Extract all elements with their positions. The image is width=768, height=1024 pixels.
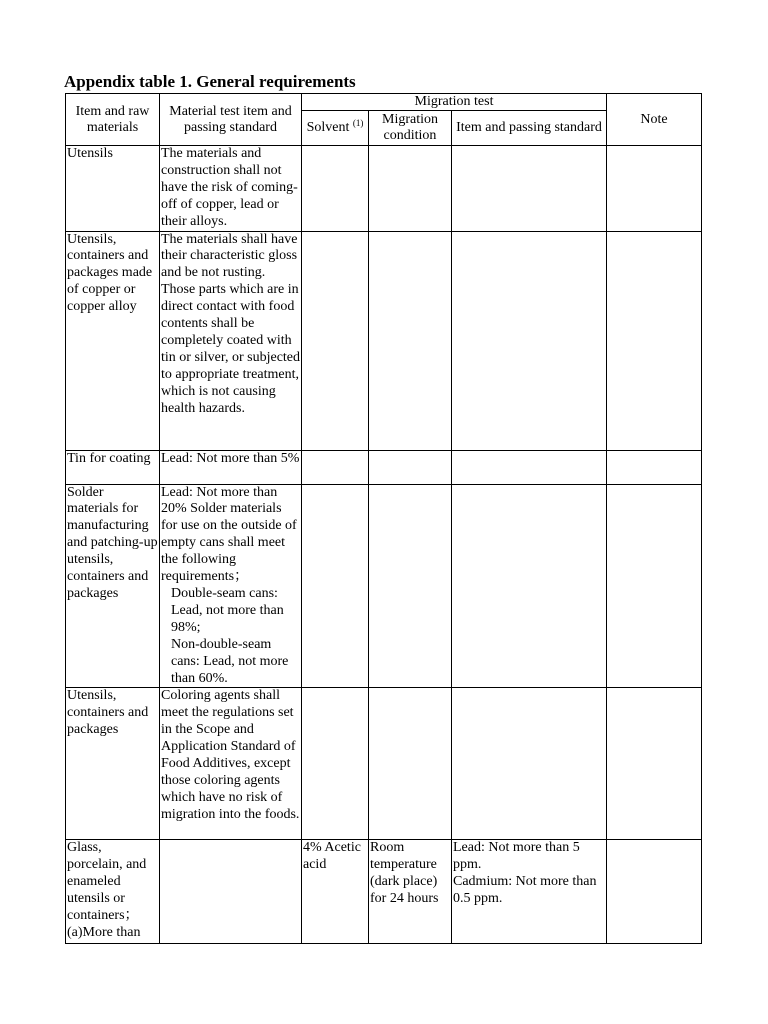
cell-item: Tin for coating [66, 450, 160, 484]
cell-item: Utensils [66, 146, 160, 232]
passing-line: Cadmium: Not more than 0.5 ppm. [453, 874, 597, 907]
header-note: Note [607, 94, 702, 146]
cell-solvent [302, 450, 369, 484]
cell-material: Coloring agents shall meet the regulations set in the Scope and Application Standard of Food Additives, except those coloring agents which have no risk of migration into the foods. [160, 688, 302, 840]
cell-material: The materials and construction shall not have the risk of coming-off of copper, lead or their alloys. [160, 146, 302, 232]
requirements-table [65, 93, 702, 944]
cell-solvent [302, 688, 369, 840]
table-row [66, 146, 702, 232]
cell-passing [452, 688, 607, 840]
cell-condition [369, 146, 452, 232]
cell-material: The materials shall have their characteristic gloss and be not rusting. Those parts which are in direct contact with food contents shall be completely coated with tin or silver, or subjected to appropriate treatment, which is not causing health hazards. [160, 231, 302, 450]
table-row [66, 450, 702, 484]
header-passing: Item and passing standard [452, 111, 607, 146]
cell-note [607, 840, 702, 944]
cell-condition [369, 231, 452, 450]
table-row [66, 484, 702, 688]
cell-material [160, 484, 302, 688]
cell-note [607, 450, 702, 484]
header-solvent [302, 111, 369, 146]
header-row-1 [66, 94, 702, 111]
table-row [66, 688, 702, 840]
material-line: Non-double-seam cans: Lead, not more than 60%. [171, 636, 289, 686]
cell-note [607, 484, 702, 688]
cell-passing [452, 840, 607, 944]
cell-passing [452, 146, 607, 232]
cell-condition: Room temperature (dark place) for 24 hours [369, 840, 452, 944]
cell-solvent [302, 146, 369, 232]
table-title: Appendix table 1. General requirements [64, 72, 356, 91]
header-solvent-footnote: (1) [352, 118, 364, 128]
header-item: Item and raw materials [66, 94, 160, 146]
table-row [66, 231, 702, 450]
cell-solvent [302, 484, 369, 688]
cell-passing [452, 484, 607, 688]
cell-passing [452, 231, 607, 450]
cell-item: Solder materials for manufacturing and patching-up utensils, containers and packages [66, 484, 160, 688]
cell-item: Glass, porcelain, and enameled utensils or containers； (a)More than [66, 840, 160, 944]
header-material: Material test item and passing standard [160, 94, 302, 146]
cell-solvent: 4% Acetic acid [302, 840, 369, 944]
cell-solvent [302, 231, 369, 450]
cell-item: Utensils, containers and packages made of copper or copper alloy [66, 231, 160, 450]
cell-passing [452, 450, 607, 484]
cell-note [607, 231, 702, 450]
table-row [66, 840, 702, 944]
cell-item: Utensils, containers and packages [66, 688, 160, 840]
cell-note [607, 146, 702, 232]
header-condition: Migration condition [369, 111, 452, 146]
header-solvent-label: Solvent [306, 120, 350, 135]
cell-condition [369, 484, 452, 688]
passing-line: Lead: Not more than 5 ppm. [453, 840, 580, 873]
cell-material: Lead: Not more than 5% [160, 450, 302, 484]
material-line: Lead: Not more than 20% Solder materials for use on the outside of empty cans shall meet the following requirements； [161, 484, 297, 585]
cell-condition [369, 688, 452, 840]
material-line: Double-seam cans: Lead, not more than 98%; [171, 585, 284, 635]
cell-material [160, 840, 302, 944]
cell-condition [369, 450, 452, 484]
header-migration: Migration test [302, 94, 607, 111]
cell-note [607, 688, 702, 840]
